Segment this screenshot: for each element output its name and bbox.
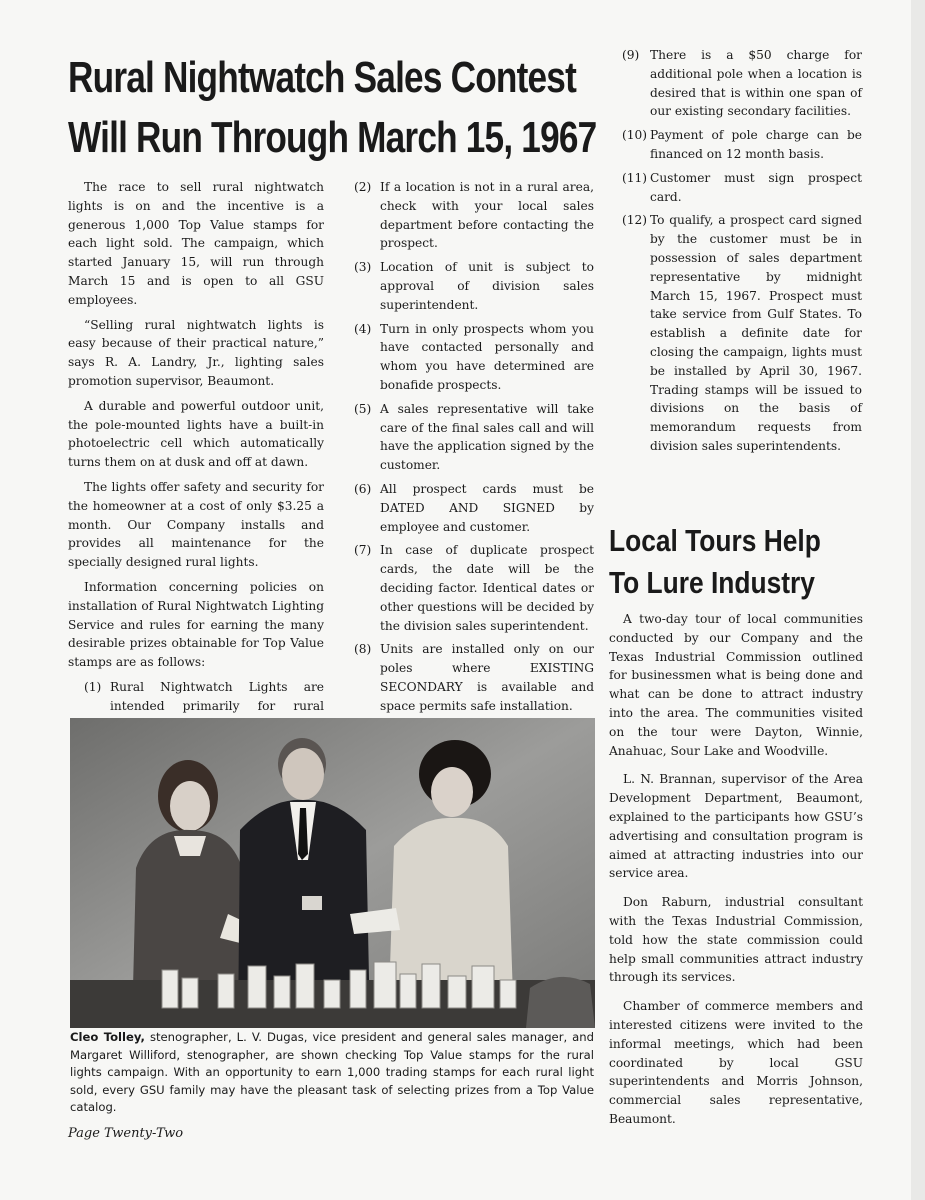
paragraph: “Selling rural nightwatch lights is easy because of their practical nature,” says R. A. Landry, Jr., lighting sales promotion supervisor, Beaumont. bbox=[68, 317, 324, 388]
paragraph: A durable and powerful outdoor unit, the pole-mounted lights have a built-in photoelectric cell which automatically turns them on at dusk and off at dawn. bbox=[68, 398, 324, 470]
page-number: Page Twenty-Two bbox=[68, 1126, 184, 1141]
main-headline bbox=[68, 48, 597, 168]
rule-item-10 bbox=[622, 126, 862, 164]
rule-text: Rural Nightwatch Lights are intended primarily for rural bbox=[110, 679, 324, 713]
caption-text: stenographer, L. V. Dugas, vice president and general sales manager, and Margaret Williford, stenographer, are shown checking Top Value stamps for the rural lights campaign. With an opportunity to earn 1,000 trading stamps for each rural light sold, every GSU family may have the pleasant task of selecting prizes from a Top Value catalog. bbox=[70, 1030, 594, 1114]
rule-number: (11) bbox=[622, 170, 648, 185]
rule-number: (10) bbox=[622, 128, 648, 143]
paragraph: A two-day tour of local communities conducted by our Company and the Texas Industrial Commission outlined for businessmen what is being done and what can be done to attract industry into the area. The communities visited on the tour were Dayton, Winnie, Anahuac, Sour Lake and Woodville. bbox=[609, 612, 863, 758]
rule-number: (12) bbox=[622, 213, 648, 228]
rule-item-2 bbox=[354, 178, 594, 253]
paragraph: The race to sell rural nightwatch lights is on and the incentive is a generous 1,000 Top Value stamps for each light sold. The campaign, which started January 15, will run through March 15 and is open to all GSU employees. bbox=[68, 180, 324, 307]
rule-number: (1) bbox=[84, 679, 102, 694]
rule-item-4 bbox=[354, 320, 594, 395]
paragraph: Don Raburn, industrial consultant with the Texas Industrial Commission, told how the state commission could help small communities attract industry through its services. bbox=[609, 895, 863, 985]
article-column-1 bbox=[68, 178, 324, 739]
tours-headline-line-2: To Lure Industry bbox=[609, 565, 815, 600]
rule-text: A sales representative will take care of the final sales call and will have the application signed by the customer. bbox=[380, 401, 594, 473]
rule-item-8 bbox=[354, 640, 594, 715]
rule-text: To qualify, a prospect card signed by the customer must be in possession of sales department representative by midnight March 15, 1967. Prospect must take service from Gulf States. To establish a definite date for closing the campaign, lights must be installed by April 30, 1967. Trading stamps will be issued to divisions on the basis of memorandum requests from division sales superintendents. bbox=[650, 213, 862, 453]
photo-illustration bbox=[70, 718, 595, 1028]
rule-number: (2) bbox=[354, 180, 372, 194]
tours-headline bbox=[609, 520, 864, 604]
rule-number: (9) bbox=[622, 48, 640, 62]
rule-text: Customer must sign prospect card. bbox=[650, 170, 862, 204]
rule-text: Turn in only prospects whom you have contacted personally and whom you have determined are bonafide prospects. bbox=[380, 321, 594, 392]
rule-text: There is a $50 charge for additional pole when a location is desired that is within one span of our existing secondary facilities. bbox=[650, 48, 862, 119]
rule-number: (5) bbox=[354, 401, 372, 416]
rule-text: Location of unit is subject to approval of division sales superintendent. bbox=[380, 260, 594, 312]
headline-line-1: Rural Nightwatch Sales Contest bbox=[68, 53, 577, 102]
photo-caption bbox=[70, 1029, 594, 1117]
paragraph: Information concerning policies on installation of Rural Nightwatch Lighting Service and rules for earning the many desirable prizes obtainable for Top Value stamps are as follows: bbox=[68, 579, 324, 670]
article-column-3 bbox=[622, 46, 862, 461]
rule-item-3 bbox=[354, 258, 594, 314]
caption-lead: Cleo Tolley, bbox=[70, 1030, 145, 1044]
rule-number: (6) bbox=[354, 481, 372, 496]
rule-number: (8) bbox=[354, 642, 372, 657]
tours-headline-line-1: Local Tours Help bbox=[609, 523, 821, 558]
paragraph: L. N. Brannan, supervisor of the Area Development Department, Beaumont, explained to the participants how GSU’s advertising and consultation program is aimed at attracting industries into our service area. bbox=[609, 772, 863, 881]
rule-text: Units are installed only on our poles where EXISTING SECONDARY is available and space permits safe installation. bbox=[380, 642, 594, 713]
rule-number: (7) bbox=[354, 543, 372, 558]
page-edge bbox=[911, 0, 925, 1200]
tours-article bbox=[609, 610, 863, 1139]
paragraph: The lights offer safety and security for the homeowner at a cost of only $3.25 a month. Our Company installs and provides all maintenance for the specially designed rural lights. bbox=[68, 479, 324, 570]
rule-item-7 bbox=[354, 541, 594, 635]
paragraph: Chamber of commerce members and interested citizens were invited to the informal meetings, which had been coordinated by local GSU superintendents and Morris Johnson, commercial sales representative, Beaumont. bbox=[609, 999, 863, 1126]
article-column-2 bbox=[354, 178, 594, 721]
rule-item-11 bbox=[622, 169, 862, 207]
rule-text: In case of duplicate prospect cards, the date will be the deciding factor. Identical dates or other questions will be decided by the division sales superintendent. bbox=[380, 543, 594, 633]
photo-three-people-with-stamps bbox=[70, 718, 595, 1028]
rule-item-5 bbox=[354, 400, 594, 475]
rule-text: Payment of pole charge can be financed on 12 month basis. bbox=[650, 128, 862, 161]
rule-item-12 bbox=[622, 211, 862, 455]
rule-item-6 bbox=[354, 480, 594, 536]
headline-line-2: Will Run Through March 15, 1967 bbox=[68, 113, 597, 162]
rule-text: All prospect cards must be DATED AND SIGNED by employee and customer. bbox=[380, 481, 594, 534]
rule-number: (4) bbox=[354, 321, 372, 336]
rule-text: If a location is not in a rural area, check with your local sales department before contacting the prospect. bbox=[380, 180, 594, 251]
rule-number: (3) bbox=[354, 260, 372, 275]
rule-item-9 bbox=[622, 46, 862, 121]
